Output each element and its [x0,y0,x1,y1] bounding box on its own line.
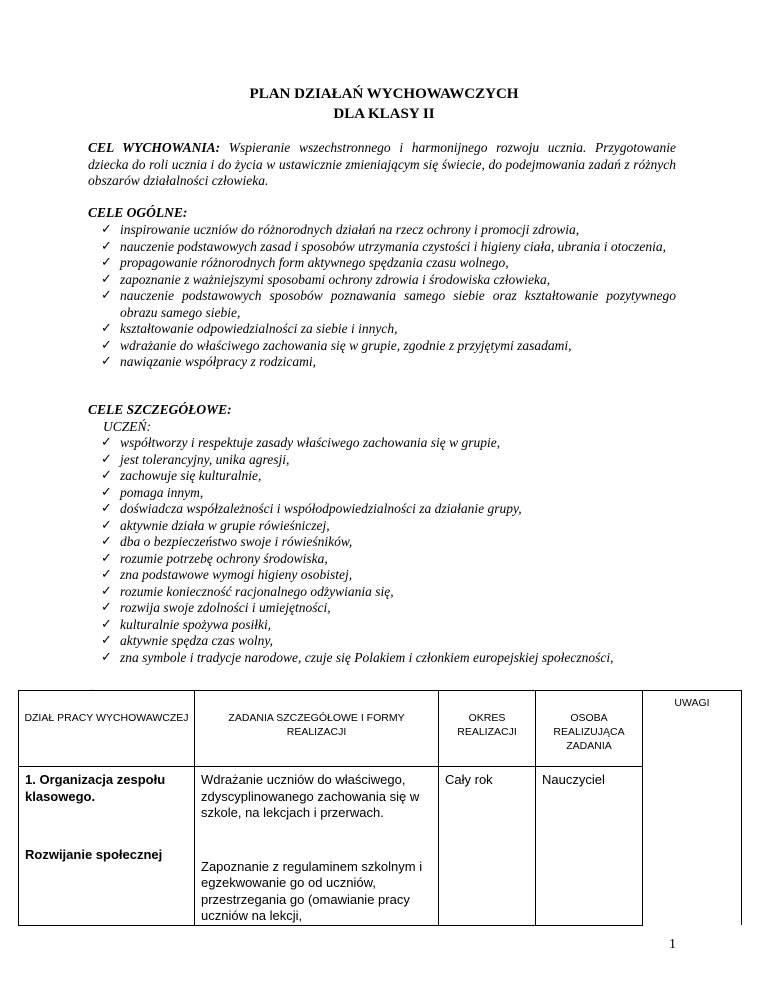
list-item-text: pomaga innym, [120,484,204,500]
table-row [19,767,742,926]
dzial-rozwijanie: Rozwijanie społecznej [25,847,163,862]
check-icon: ✓ [101,255,112,270]
list-item-text: zachowuje się kulturalnie, [120,468,262,483]
list-item [98,518,676,535]
list-item-text: współtworzy i respektuje zasady właściwego zachowania się w grupie, [120,435,501,450]
list-item-text: nawiązanie współpracy z rodzicami, [120,354,317,369]
list-item [98,584,676,601]
plan-table [18,690,742,926]
check-icon: ✓ [101,534,112,549]
list-item [98,600,676,617]
check-icon: ✓ [101,517,112,533]
check-icon: ✓ [101,451,112,467]
list-item [98,567,676,584]
stray-dot: . [90,680,93,694]
goal-label: CEL WYCHOWANIA: [88,140,221,155]
list-item-text: zna symbole i tradycje narodowe, czuje się Polakiem i członkiem europejskiej społeczności, [120,649,614,665]
list-item [98,633,676,650]
list-item [98,255,676,272]
check-icon: ✓ [101,583,112,599]
list-item-text: rozumie potrzebę ochrony środowiska, [120,550,328,566]
check-icon: ✓ [101,435,112,450]
check-icon: ✓ [101,484,112,500]
list-item [98,617,676,634]
list-item [98,338,676,355]
zadanie-1: Wdrażanie uczniów do właściwego, zdyscyplinowanego zachowania się w szkole, na lekcjach i przerwach. [201,772,420,820]
list-item-text: inspirowanie uczniów do różnorodnych działań na rzecz ochrony i promocji zdrowia, [120,222,580,237]
list-item [98,354,676,371]
list-item [98,501,676,518]
check-icon: ✓ [101,501,112,516]
list-item [98,452,676,469]
list-item-text: propagowanie różnorodnych form aktywnego spędzania czasu wolnego, [120,255,509,270]
list-item [98,485,676,502]
check-icon: ✓ [101,468,112,483]
cell-osoba: Nauczyciel [536,767,643,926]
dzial-organizacja: 1. Organizacja zespołu klasowego. [25,772,166,804]
general-goals-heading: CELE OGÓLNE: [88,205,188,220]
general-goals-list [98,222,676,371]
list-item-text: aktywnie spędza czas wolny, [120,633,273,648]
list-item [98,435,676,452]
col-zadania-header: ZADANIA SZCZEGÓŁOWE I FORMY REALIZACJI [195,691,439,767]
list-item-text: wdrażanie do właściwego zachowania się w grupie, zgodnie z przyjętymi zasadami, [120,337,572,353]
document-title [0,84,768,124]
col-osoba-header: OSOBA REALIZUJĄCA ZADANIA [536,691,643,767]
list-item-text: zapoznanie z ważniejszymi sposobami ochrony zdrowia i środowiska człowieka, [120,271,551,287]
specific-goals-heading: CELE SZCZEGÓŁOWE: [88,402,232,417]
col-uwagi: UWAGI [643,691,742,926]
check-icon: ✓ [101,337,112,353]
check-icon: ✓ [101,288,112,303]
check-icon: ✓ [101,550,112,566]
list-item [98,222,676,239]
zadanie-2: Zapoznanie z regulaminem szkolnym i egzekwowanie go od uczniów, przestrzegania go (omawianie pracy uczniów na lekcji, [201,858,423,923]
list-item [98,468,676,485]
title-line-1: PLAN DZIAŁAŃ WYCHOWAWCZYCH [249,86,519,102]
cell-okres: Cały rok [439,767,536,926]
table-header-row [19,691,742,767]
goal-text: Wspieranie wszechstronnego i harmonijnego rozwoju ucznia. Przygotowanie dziecka do roli ucznia i do życia w ustawicznie zmieniającym się świecie, do podejmowania zadań z różnych obszarów działalności człowieka. [88,140,676,188]
list-item-text: kulturalnie spożywa posiłki, [120,616,272,632]
check-icon: ✓ [101,321,112,336]
cell-dzial [19,767,195,926]
list-item [98,321,676,338]
check-icon: ✓ [101,271,112,287]
list-item [98,534,676,551]
col-dzial-header: DZIAŁ PRACY WYCHOWAWCZEJ [19,691,195,767]
list-item [98,650,676,667]
student-subheading: UCZEŃ: [103,419,152,434]
list-item-text: rozwija swoje zdolności i umiejętności, [120,600,331,615]
list-item-text: zna podstawowe wymogi higieny osobistej, [120,567,353,582]
page-number: 1 [669,937,676,952]
cell-zadania [195,767,439,926]
check-icon: ✓ [101,354,112,369]
list-item-text: dba o bezpieczeństwo swoje i rówieśników, [120,534,353,549]
col-okres-header: OKRES REALIZACJI [439,691,536,767]
list-item-text: nauczenie podstawowych zasad i sposobów utrzymania czystości i higieny ciała, ubrania i otoczenia, [120,238,666,254]
specific-goals-list [98,435,676,666]
educational-goal [88,140,676,190]
check-icon: ✓ [101,633,112,648]
check-icon: ✓ [101,567,112,582]
list-item-text: doświadcza współzależności i współodpowiedzialności za działanie grupy, [120,501,522,516]
check-icon: ✓ [101,649,112,665]
list-item [98,551,676,568]
list-item [98,272,676,289]
list-item-text: nauczenie podstawowych sposobów poznawania samego siebie oraz kształtowanie pozytywnego obrazu samego siebie, [120,288,676,320]
check-icon: ✓ [101,616,112,632]
list-item-text: rozumie konieczność racjonalnego odżywiania się, [120,583,394,599]
title-line-2: DLA KLASY II [333,106,435,122]
check-icon: ✓ [101,600,112,615]
list-item-text: jest tolerancyjny, unika agresji, [120,451,290,467]
check-icon: ✓ [101,222,112,237]
check-icon: ✓ [101,238,112,254]
list-item-text: kształtowanie odpowiedzialności za siebie i innych, [120,321,398,336]
list-item [98,288,676,321]
list-item-text: aktywnie działa w grupie rówieśniczej, [120,517,330,533]
list-item [98,239,676,256]
